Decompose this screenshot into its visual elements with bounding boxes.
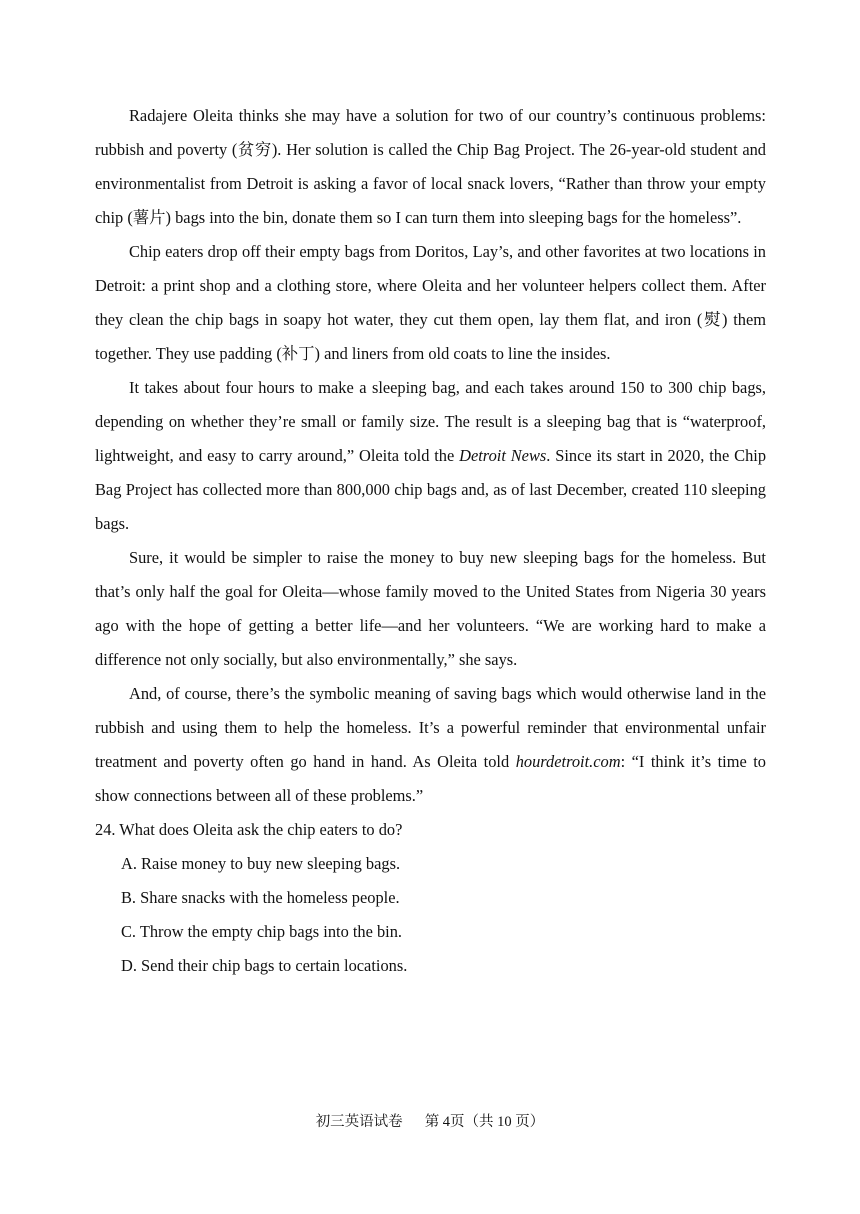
paragraph-text: Radajere Oleita thinks she may have a solution for two of our country’s continuous problems: rubbish and poverty (贫穷). Her solution is called the Chip Bag Project. The 26-year-old student and environmentalist from Detroit is asking a favor of local snack lovers, “Rather than throw your empty chip (薯片) bags into the bin, donate them so I can turn them into sleeping bags for the homeless”.	[95, 106, 766, 227]
question-stem: 24. What does Oleita ask the chip eaters to do?	[95, 820, 403, 839]
page-number: 第 4页（共 10 页）	[424, 1114, 545, 1130]
paragraph-text-before: It takes about four hours to make a sleeping bag, and each takes around 150 to 300 chip bags, depending on whether they’re small or family size. The result is a sleeping bag that is “waterproof, lightweight, and easy to carry around,” Oleita told the	[95, 378, 766, 465]
answer-option-d: D. Send their chip bags to certain locations.	[121, 956, 408, 975]
source-name-italic: hourdetroit.com	[515, 752, 621, 771]
passage-paragraph-1	[95, 99, 766, 235]
paragraph-text-after: : “I think it’s time to show connections between all of these problems.”	[95, 752, 766, 805]
page-footer	[0, 1112, 860, 1132]
exam-title: 初三英语试卷	[315, 1114, 403, 1130]
paragraph-text: Chip eaters drop off their empty bags from Doritos, Lay’s, and other favorites at two locations in Detroit: a print shop and a clothing store, where Oleita and her volunteer helpers collect them. After they clean the chip bags in soapy hot water, they cut them open, lay them flat, and iron (熨) them together. They use padding (补丁) and liners from old coats to line the insides.	[95, 242, 766, 363]
reading-passage	[95, 99, 766, 983]
passage-paragraph-2	[95, 235, 766, 371]
passage-paragraph-5	[95, 677, 766, 813]
answer-option-a: A. Raise money to buy new sleeping bags.	[121, 854, 401, 873]
paragraph-text-after: . Since its start in 2020, the Chip Bag Project has collected more than 800,000 chip bags and, as of last December, created 110 sleeping bags.	[95, 446, 767, 533]
answer-option-c: C. Throw the empty chip bags into the bin.	[121, 922, 403, 941]
paragraph-text-before: And, of course, there’s the symbolic meaning of saving bags which would otherwise land in the rubbish and using them to help the homeless. It’s a powerful reminder that environmental unfair treatment and poverty often go hand in hand. As Oleita told	[95, 684, 766, 771]
source-name-italic: Detroit News	[459, 446, 547, 465]
passage-paragraph-4	[95, 541, 766, 677]
paragraph-text: Sure, it would be simpler to raise the money to buy new sleeping bags for the homeless. But that’s only half the goal for Oleita—whose family moved to the United States from Nigeria 30 years ago with the hope of getting a better life—and her volunteers. “We are working hard to make a difference not only socially, but also environmentally,” she says.	[95, 548, 766, 669]
answer-option-b: B. Share snacks with the homeless people.	[121, 888, 400, 907]
passage-paragraph-3	[95, 371, 766, 541]
